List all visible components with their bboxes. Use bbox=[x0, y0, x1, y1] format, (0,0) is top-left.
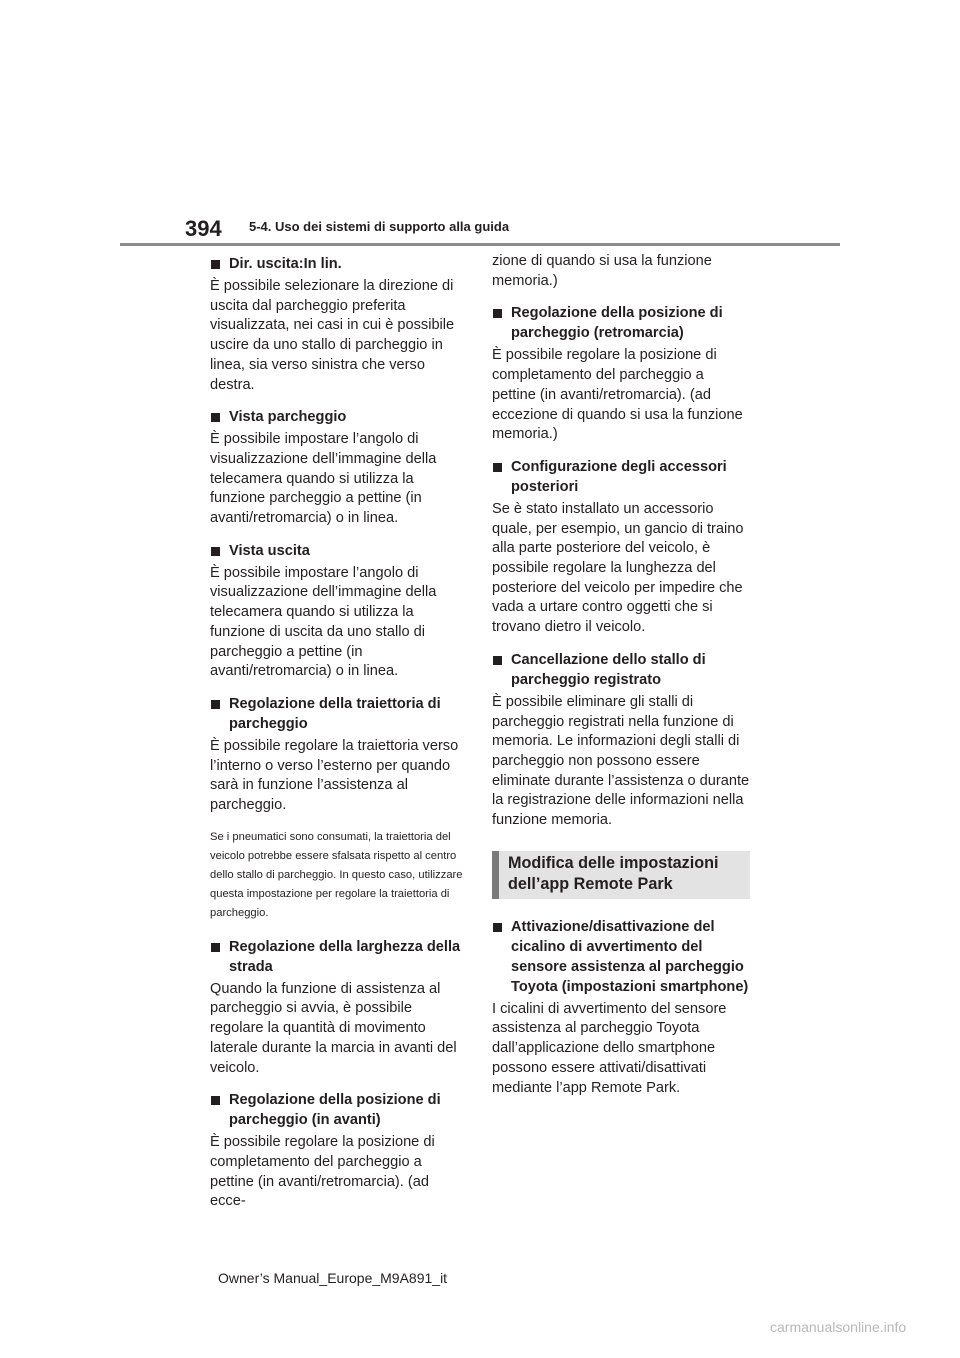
page-number: 394 bbox=[185, 216, 222, 241]
item-text: È possibile regolare la posizione di completamento del parcheggio a pettine (in avanti/retromarcia). (ad ecce- bbox=[210, 1134, 435, 1210]
item-heading bbox=[210, 694, 465, 734]
item-heading bbox=[210, 937, 465, 977]
item-heading bbox=[210, 1090, 465, 1130]
square-bullet-icon bbox=[493, 463, 502, 472]
square-bullet-icon bbox=[493, 923, 502, 932]
item-heading-text: Vista parcheggio bbox=[229, 409, 347, 426]
watermark: carmanualsonline.info bbox=[770, 1319, 907, 1335]
item-text: È possibile eliminare gli stalli di parcheggio registrati nella funzione di memoria. Le informazioni degli stalli di parcheggio non possono essere eliminate durante l’assistenza o durante la registrazione delle informazioni nella funzione memoria. bbox=[492, 693, 750, 829]
right-column bbox=[492, 252, 750, 1110]
item-text: I cicalini di avvertimento del sensore assistenza al parcheggio Toyota dall’applicazione dello smartphone possono essere attivati/disattivati mediante l’app Remote Park. bbox=[492, 1000, 727, 1096]
item-heading-text: Regolazione della posizione di parcheggio (retromarcia) bbox=[511, 305, 723, 342]
square-bullet-icon bbox=[211, 943, 220, 952]
item-heading-text: Regolazione della posizione di parcheggio (in avanti) bbox=[229, 1092, 441, 1129]
square-bullet-icon bbox=[493, 656, 502, 665]
continued-text: zione di quando si usa la funzione memoria.) bbox=[492, 253, 712, 289]
left-column bbox=[210, 252, 465, 1224]
item-heading-text: Attivazione/disattivazione del cicalino di avvertimento del sensore assistenza al parcheggio Toyota (impostazioni smartphone) bbox=[511, 918, 749, 995]
item-heading bbox=[492, 457, 750, 497]
square-bullet-icon bbox=[211, 547, 220, 556]
item-heading-text: Regolazione della traiettoria di parcheggio bbox=[229, 695, 441, 732]
square-bullet-icon bbox=[211, 413, 220, 422]
item-text: Se è stato installato un accessorio quale, per esempio, un gancio di traino alla parte posteriore del veicolo, è possibile regolare la lunghezza del posteriore del veicolo per impedire che vada a urtare contro oggetti che si trovano dietro il veicolo. bbox=[492, 500, 744, 636]
square-bullet-icon bbox=[211, 700, 220, 709]
section-heading: Modifica delle impostazioni dell’app Remote Park bbox=[508, 853, 719, 893]
section-title: 5-4. Uso dei sistemi di supporto alla guida bbox=[249, 219, 510, 234]
square-bullet-icon bbox=[211, 1096, 220, 1105]
item-note: Se i pneumatici sono consumati, la traiettoria del veicolo potrebbe essere sfalsata rispetto al centro dello stallo di parcheggio. In questo caso, utilizzare questa impostazione per regolare la traiettoria di parcheggio. bbox=[210, 830, 463, 919]
item-text: È possibile impostare l’angolo di visualizzazione dell’immagine della telecamera quando si utilizza la funzione di uscita da uno stallo di parcheggio a pettine (in avanti/retromarcia) o in linea. bbox=[210, 564, 437, 680]
item-heading-text: Regolazione della larghezza della strada bbox=[229, 938, 461, 975]
item-heading-text: Configurazione degli accessori posteriori bbox=[511, 458, 727, 495]
section-heading-box bbox=[492, 851, 750, 899]
item-heading bbox=[210, 541, 465, 561]
item-heading-text: Vista uscita bbox=[229, 542, 310, 559]
item-text: È possibile regolare la posizione di completamento del parcheggio a pettine (in avanti/retromarcia). (ad eccezione di quando si usa la funzione memoria.) bbox=[492, 347, 743, 443]
item-heading bbox=[492, 303, 750, 343]
item-text: Quando la funzione di assistenza al parcheggio si avvia, è possibile regolare la quantità di movimento laterale durante la marcia in avanti del veicolo. bbox=[210, 980, 457, 1076]
item-text: È possibile selezionare la direzione di uscita dal parcheggio preferita visualizzata, nei casi in cui è possibile uscire da uno stallo di parcheggio in linea, sia verso sinistra che verso destra. bbox=[210, 278, 455, 393]
item-heading bbox=[492, 917, 750, 997]
item-heading-text: Cancellazione dello stallo di parcheggio registrato bbox=[511, 651, 706, 688]
item-heading bbox=[210, 407, 465, 427]
square-bullet-icon bbox=[493, 309, 502, 318]
footer-manual-id: Owner’s Manual_Europe_M9A891_it bbox=[218, 1270, 448, 1286]
item-heading-text: Dir. uscita:In lin. bbox=[229, 256, 342, 272]
item-text: È possibile regolare la traiettoria verso l’interno o verso l’esterno per quando sarà in funzione l’assistenza al parcheggio. bbox=[210, 737, 459, 814]
item-heading bbox=[210, 254, 465, 274]
header-rule bbox=[120, 243, 840, 246]
item-heading bbox=[492, 650, 750, 690]
square-bullet-icon bbox=[211, 260, 220, 269]
item-text: È possibile impostare l’angolo di visualizzazione dell’immagine della telecamera quando si utilizza la funzione parcheggio a pettine (in avanti/retromarcia) o in linea. bbox=[210, 431, 437, 527]
